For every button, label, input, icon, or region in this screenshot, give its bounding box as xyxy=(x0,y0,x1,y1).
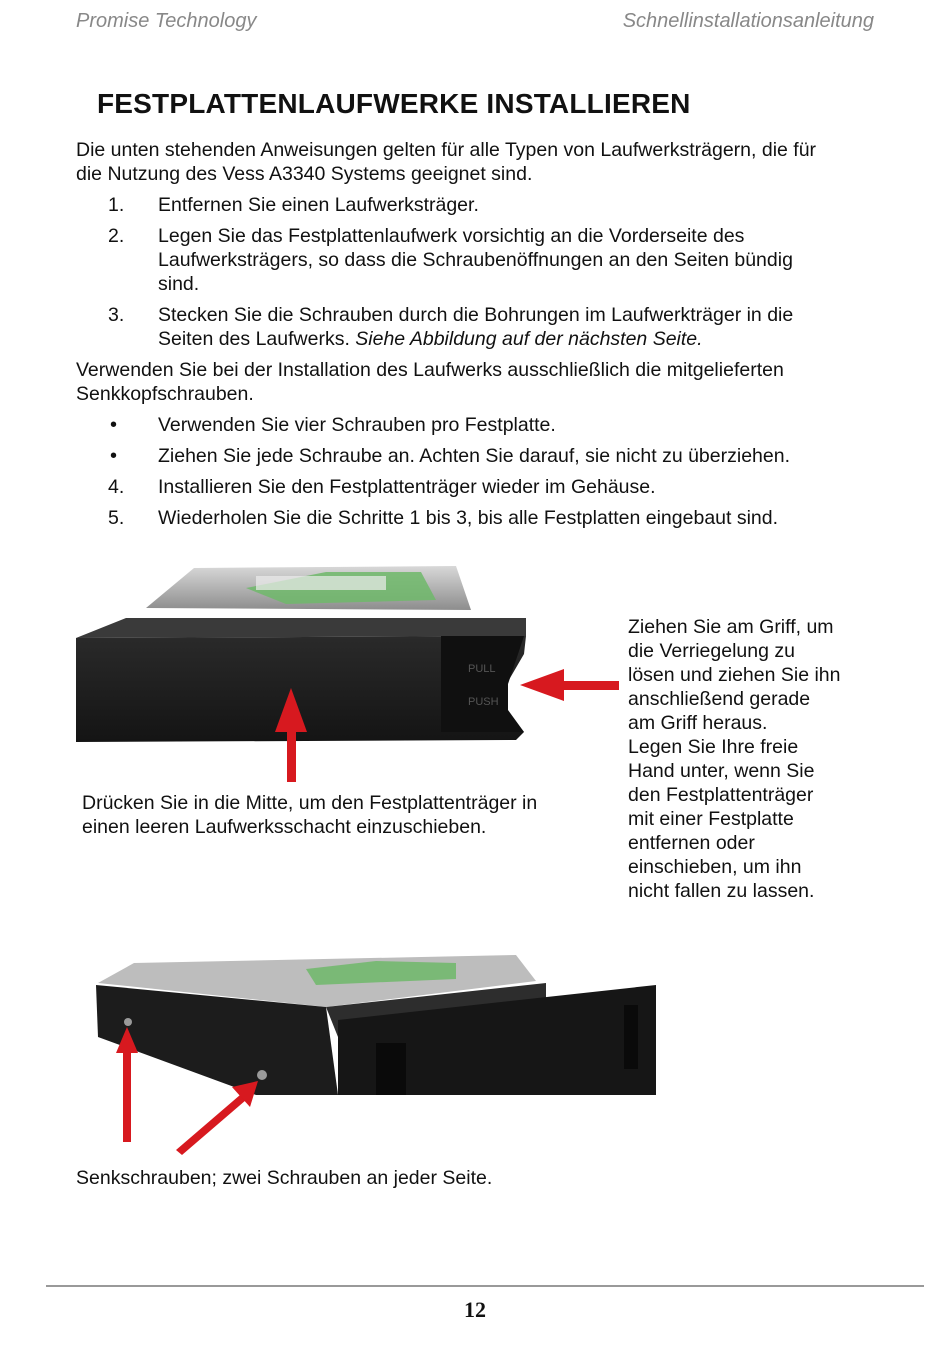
screw-icon xyxy=(124,1018,132,1026)
note-line-1: Verwenden Sie bei der Installation des Laufwerks ausschließlich die mitgelieferten xyxy=(76,359,784,381)
footer-divider xyxy=(46,1285,924,1287)
step-3-line-2-text: Seiten des Laufwerks. xyxy=(158,328,356,350)
step-4-number: 4. xyxy=(108,476,125,498)
step-3-number: 3. xyxy=(108,304,125,326)
drive-carrier-side-photo xyxy=(76,945,666,1160)
bullet-2-text: Ziehen Sie jede Schraube an. Achten Sie darauf, sie nicht zu überziehen. xyxy=(158,445,790,467)
pull-callout-line-1: Ziehen Sie am Griff, um xyxy=(628,616,834,638)
handle-recess-1 xyxy=(376,1043,406,1095)
step-5-number: 5. xyxy=(108,507,125,529)
push-callout-line-2: einen leeren Laufwerksschacht einzuschieben. xyxy=(82,816,487,838)
pull-callout-line-7: Hand unter, wenn Sie xyxy=(628,760,815,782)
step-1-number: 1. xyxy=(108,194,125,216)
step-3-line-1: Stecken Sie die Schrauben durch die Bohrungen im Laufwerkträger in die xyxy=(158,304,794,326)
pull-callout-line-3: lösen und ziehen Sie ihn xyxy=(628,664,841,686)
screw-caption: Senkschrauben; zwei Schrauben an jeder Seite. xyxy=(76,1167,493,1189)
pull-callout-line-5: am Griff heraus. xyxy=(628,712,768,734)
bullet-1-symbol: • xyxy=(110,414,118,436)
push-label: PUSH xyxy=(468,696,499,708)
header-left: Promise Technology xyxy=(76,10,257,32)
pull-callout-line-12: nicht fallen zu lassen. xyxy=(628,880,815,902)
intro-line-1: Die unten stehenden Anweisungen gelten für alle Typen von Laufwerksträgern, die für xyxy=(76,139,817,161)
step-4-text: Installieren Sie den Festplattenträger wieder im Gehäuse. xyxy=(158,476,656,498)
carrier-top-rail xyxy=(76,618,526,638)
pull-label: PULL xyxy=(468,663,496,675)
drive-carrier-front-photo xyxy=(76,560,666,800)
pull-callout-line-2: die Verriegelung zu xyxy=(628,640,795,662)
push-callout xyxy=(82,791,537,839)
step-5-text: Wiederholen Sie die Schritte 1 bis 3, bis alle Festplatten eingebaut sind. xyxy=(158,507,779,529)
header-right: Schnellinstallationsanleitung xyxy=(622,10,874,32)
note-line-2: Senkkopfschrauben. xyxy=(76,383,254,405)
pull-callout-line-9: mit einer Festplatte xyxy=(628,808,794,830)
bullet-2-symbol: • xyxy=(110,445,118,467)
step-2-number: 2. xyxy=(108,225,125,247)
pull-callout-line-4: anschließend gerade xyxy=(628,688,811,710)
step-2-line-2: Laufwerksträgers, so dass die Schraubenöffnungen an den Seiten bündig xyxy=(158,249,793,271)
section-title: FESTPLATTENLAUFWERKE INSTALLIEREN xyxy=(97,88,691,119)
pull-arrow-icon xyxy=(520,669,619,701)
pull-callout-line-8: den Festplattenträger xyxy=(628,784,814,806)
page-number: 12 xyxy=(464,1297,486,1322)
pull-callout-line-11: einschieben, um ihn xyxy=(628,856,802,878)
handle-recess-2 xyxy=(624,1005,638,1069)
step-2-line-3: sind. xyxy=(158,273,200,295)
pull-callout-line-10: entfernen oder xyxy=(628,832,755,854)
pull-callout-line-6: Legen Sie Ihre freie xyxy=(628,736,799,758)
drive-label-stripe xyxy=(256,576,386,590)
step-3-line-2 xyxy=(158,327,858,351)
step-3-figure-reference: Siehe Abbildung auf der nächsten Seite. xyxy=(355,328,703,350)
intro-line-2: die Nutzung des Vess A3340 Systems geeignet sind. xyxy=(76,163,533,185)
carrier-handle xyxy=(441,636,524,732)
screw-icon xyxy=(257,1070,267,1080)
pull-callout xyxy=(628,615,841,903)
step-1-text: Entfernen Sie einen Laufwerksträger. xyxy=(158,194,479,216)
step-2-line-1: Legen Sie das Festplattenlaufwerk vorsichtig an die Vorderseite des xyxy=(158,225,745,247)
bullet-1-text: Verwenden Sie vier Schrauben pro Festplatte. xyxy=(158,414,556,436)
screw-arrow-right-icon xyxy=(176,1081,258,1155)
push-callout-line-1: Drücken Sie in die Mitte, um den Festplattenträger in xyxy=(82,792,538,814)
